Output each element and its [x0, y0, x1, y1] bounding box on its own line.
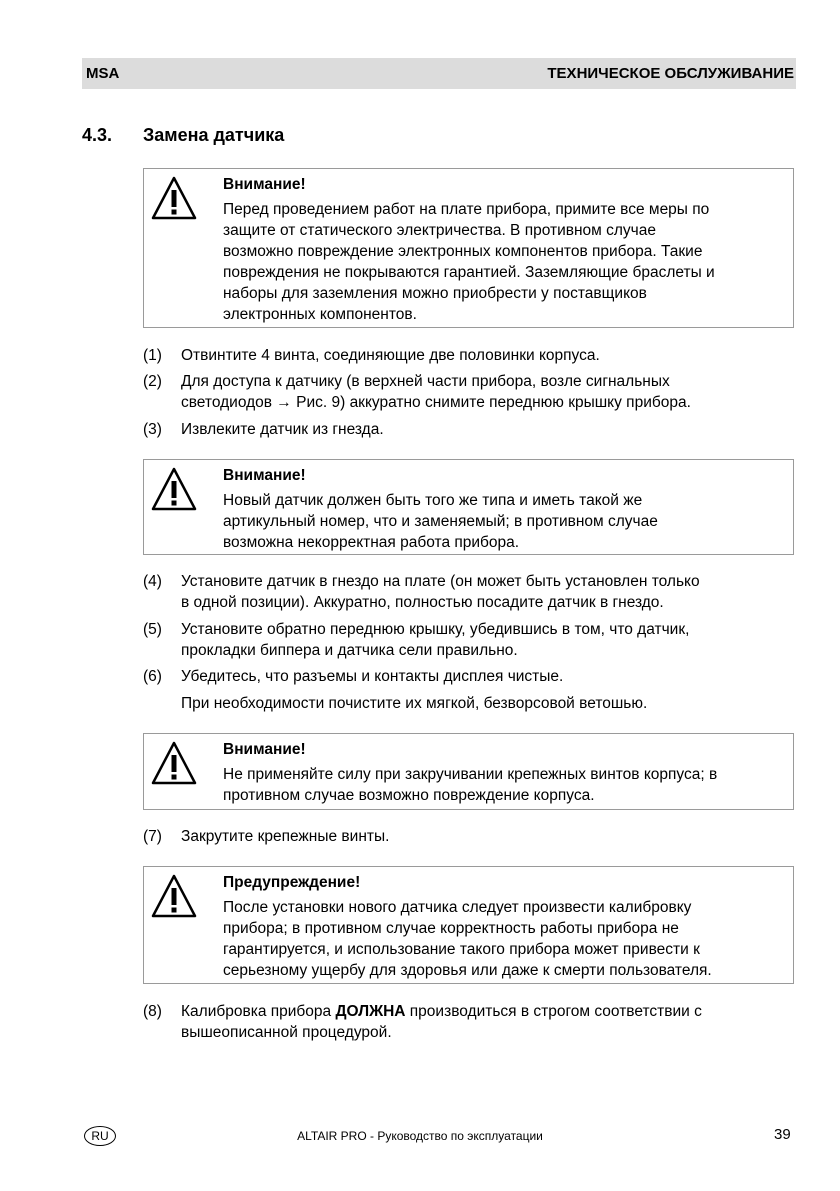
warning-title: Предупреждение!	[223, 874, 361, 891]
page-header	[82, 58, 796, 89]
warning-box	[143, 168, 794, 328]
warning-text: Новый датчик должен быть того же типа и иметь такой же артикульный номер, что и заменяемый; в противном случае возможна некорректная работа прибора.	[223, 492, 658, 551]
warning-title: Внимание!	[223, 741, 306, 758]
footer-title: ALTAIR PRO - Руководство по эксплуатации	[297, 1129, 543, 1143]
warning-title: Внимание!	[223, 467, 306, 484]
warning-triangle-icon	[150, 740, 198, 786]
page-number: 39	[774, 1126, 791, 1143]
warning-triangle-icon	[150, 466, 198, 512]
warning-box	[143, 866, 794, 984]
chapter-title: ТЕХНИЧЕСКОЕ ОБСЛУЖИВАНИЕ	[547, 65, 794, 82]
warning-title: Внимание!	[223, 176, 306, 193]
warning-triangle-icon	[150, 175, 198, 221]
warning-box	[143, 459, 794, 555]
language-badge: RU	[84, 1126, 116, 1146]
warning-text: Перед проведением работ на плате прибора, примите все меры по защите от статического электричества. В противном случае возможно повреждение электронных компонентов прибора. Такие повреждения не покрываются гарантией. Заземляющие браслеты и наборы для заземления можно приобрести у поставщиков электронных компонентов.	[223, 201, 715, 323]
warning-box	[143, 733, 794, 810]
warning-text: После установки нового датчика следует произвести калибровку прибора; в противном случае корректность работы прибора не гарантируется, и использование такого прибора может привести к серьезному ущербу для здоровья или даже к смерти пользователя.	[223, 899, 712, 979]
section-title: Замена датчика	[143, 125, 285, 145]
section-number: 4.3.	[82, 125, 113, 145]
warning-triangle-icon	[150, 873, 198, 919]
step-note: При необходимости почистите их мягкой, безворсовой ветошью.	[181, 695, 648, 712]
warning-text: Не применяйте силу при закручивании крепежных винтов корпуса; в противном случае возможно повреждение корпуса.	[223, 766, 718, 804]
brand-label: MSA	[86, 65, 120, 82]
